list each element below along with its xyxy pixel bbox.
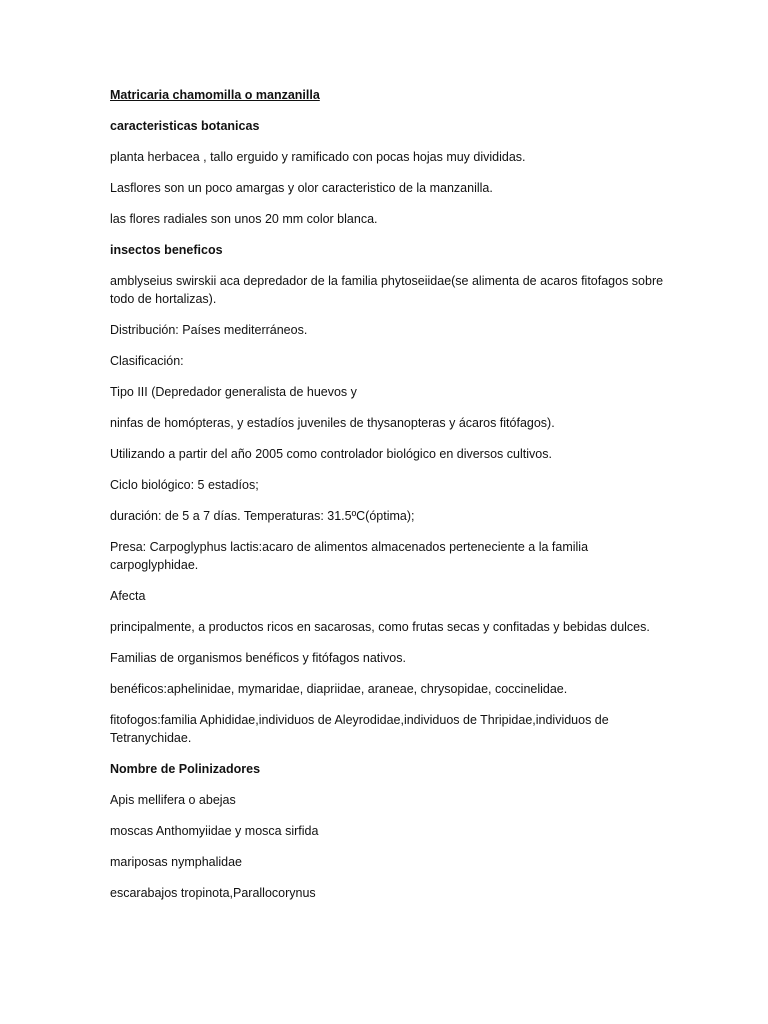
paragraph: Distribución: Países mediterráneos. bbox=[110, 323, 308, 337]
paragraph: Ciclo biológico: 5 estadíos; bbox=[110, 478, 259, 492]
section-heading: Nombre de Polinizadores bbox=[110, 762, 261, 776]
paragraph: mariposas nymphalidae bbox=[110, 855, 243, 869]
paragraph: duración: de 5 a 7 días. Temperaturas: 31.5ºC(óptima); bbox=[110, 509, 415, 523]
paragraph: Familias de organismos benéficos y fitófagos nativos. bbox=[110, 651, 406, 665]
paragraph: las flores radiales son unos 20 mm color blanca. bbox=[110, 212, 378, 226]
paragraph: Tipo III (Depredador generalista de huevos y bbox=[110, 385, 357, 399]
paragraph: ninfas de homópteras, y estadíos juveniles de thysanopteras y ácaros fitófagos). bbox=[110, 416, 555, 430]
section-heading: caracteristicas botanicas bbox=[110, 119, 260, 133]
paragraph: Apis mellifera o abejas bbox=[110, 793, 236, 807]
paragraph: escarabajos tropinota,Parallocorynus bbox=[110, 886, 316, 900]
paragraph: principalmente, a productos ricos en sacarosas, como frutas secas y confitadas y bebidas dulces. bbox=[110, 620, 650, 634]
paragraph: Clasificación: bbox=[110, 354, 184, 368]
paragraph: benéficos:aphelinidae, mymaridae, diapriidae, araneae, chrysopidae, coccinelidae. bbox=[110, 682, 568, 696]
document-body bbox=[110, 86, 670, 915]
paragraph: Lasflores son un poco amargas y olor caracteristico de la manzanilla. bbox=[110, 181, 493, 195]
paragraph: fitofogos:familia Aphididae,individuos de Aleyrodidae,individuos de Thripidae,individuos de Tetranychidae. bbox=[110, 713, 609, 745]
paragraph: amblyseius swirskii aca depredador de la familia phytoseiidae(se alimenta de acaros fitofagos sobre todo de hortalizas). bbox=[110, 274, 664, 306]
paragraph: Presa: Carpoglyphus lactis:acaro de alimentos almacenados perteneciente a la familia carpoglyphidae. bbox=[110, 540, 589, 572]
paragraph: Afecta bbox=[110, 589, 146, 603]
paragraph: Utilizando a partir del año 2005 como controlador biológico en diversos cultivos. bbox=[110, 447, 552, 461]
paragraph: planta herbacea , tallo erguido y ramificado con pocas hojas muy divididas. bbox=[110, 150, 526, 164]
paragraph: moscas Anthomyiidae y mosca sirfida bbox=[110, 824, 319, 838]
section-heading: insectos beneficos bbox=[110, 243, 223, 257]
document-title: Matricaria chamomilla o manzanilla bbox=[110, 88, 320, 102]
